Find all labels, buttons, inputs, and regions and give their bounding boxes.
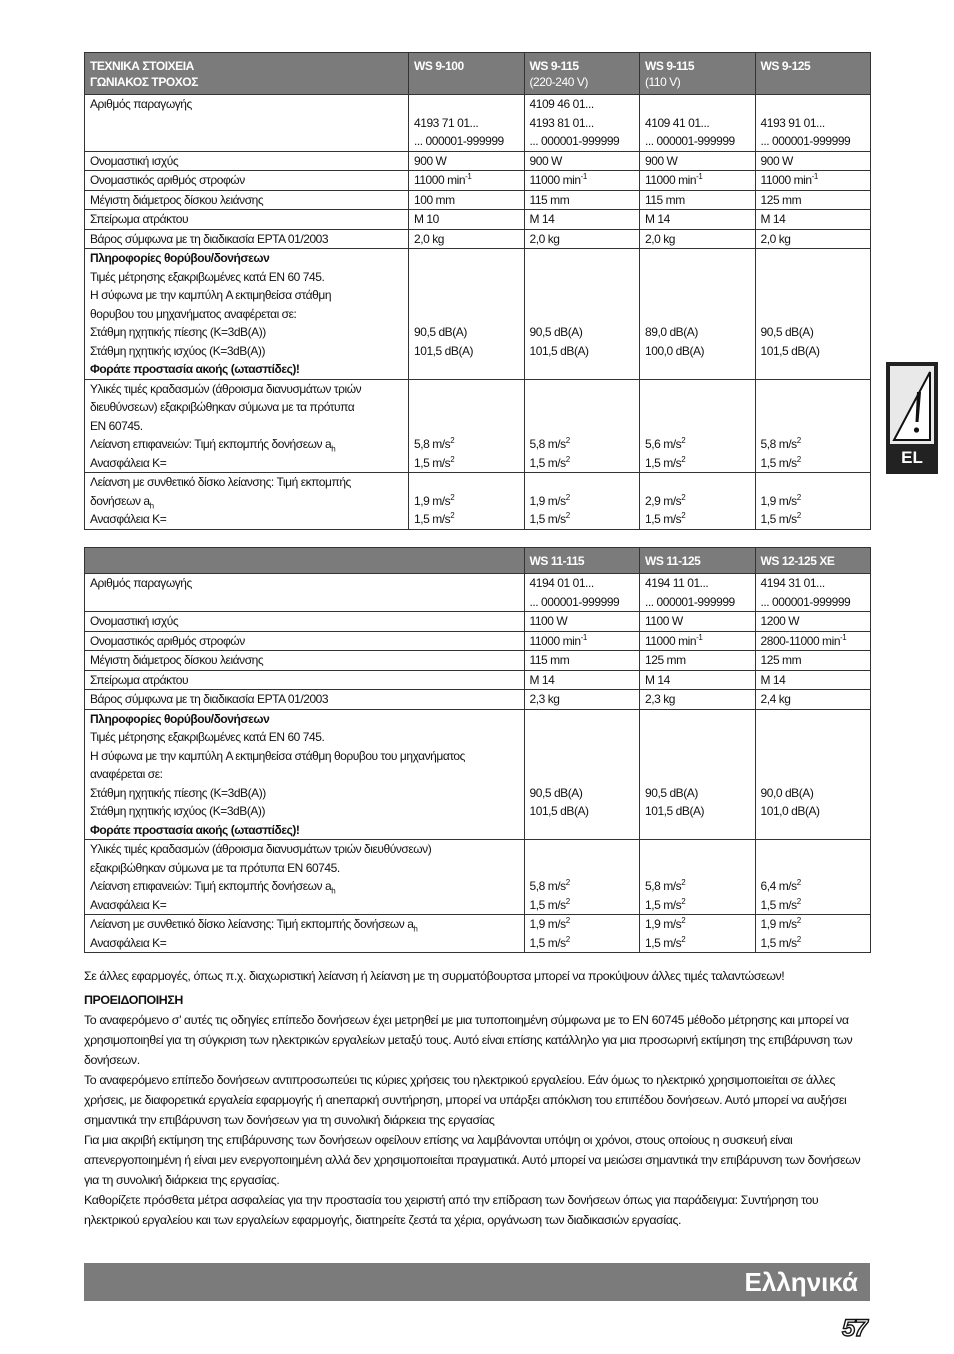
hearing-protection-warning: Φοράτε προστασία ακοής (ωτασπίδες)! [90, 822, 300, 837]
language-side-tab [886, 362, 938, 474]
unit-exponent: 2 [681, 916, 686, 925]
vibration-value: 1,9 m/s [529, 493, 566, 508]
speed-value: 11000 min [645, 633, 697, 648]
row-label: Ονομαστικός αριθμός στροφών [85, 171, 409, 191]
uncertainty-value: 1,5 m/s [529, 455, 566, 470]
vibration-value-cell [409, 473, 525, 530]
value-cell: 2,0 kg [524, 229, 640, 249]
table-row [85, 651, 871, 671]
model-header: WS 11-125 [640, 548, 756, 574]
noise-label-cell [85, 249, 409, 380]
model-name: WS 9-115 [645, 59, 695, 73]
vibration-disc-label-2 [90, 492, 403, 511]
vibration-label-text: δονήσεων a [90, 493, 150, 508]
subscript-h: h [413, 924, 418, 934]
speed-value: 11000 min [760, 173, 812, 187]
table-row [85, 210, 871, 230]
vibration-note [84, 966, 872, 986]
unit-exponent: -1 [811, 172, 818, 181]
table-title-line1: ΤΕΧΝΙΚΑ ΣΤΟΙΧΕΙΑ [90, 59, 194, 73]
value-cell: 1100 W [524, 612, 640, 632]
uncertainty-value: 1,5 m/s [645, 897, 682, 912]
table-row [85, 95, 871, 152]
subscript-h: h [149, 500, 154, 510]
unit-exponent: 2 [565, 436, 570, 445]
value-cell [640, 171, 756, 191]
unit-exponent: 2 [681, 492, 686, 502]
value-cell: 2,3 kg [640, 690, 756, 710]
footer-language-bar [84, 1263, 870, 1301]
vibration-disc-label-cell [85, 473, 409, 530]
unit-exponent: -1 [580, 172, 587, 181]
unit-exponent: 2 [450, 454, 455, 464]
production-number-cell: 4193 71 01... ... 000001-999999 [409, 95, 525, 152]
noise-value-cell: 89,0 dB(A) 100,0 dB(A) [640, 249, 756, 380]
vibration-value: 1,9 m/s [414, 493, 451, 508]
value-cell: M 14 [640, 210, 756, 230]
value-cell [755, 631, 871, 651]
vibration-value: 5,6 m/s [645, 437, 682, 451]
vibration-value: 2,9 m/s [645, 493, 682, 508]
value-cell: 125 mm [755, 651, 871, 671]
vibration-value-cell [640, 473, 756, 530]
unit-exponent: 2 [681, 454, 686, 464]
vibration-value-cell [524, 379, 640, 473]
uncertainty-value: 1,5 m/s [645, 512, 682, 526]
unit-exponent: 2 [681, 436, 686, 445]
uncertainty-label: Ανασφάλεια K= [90, 455, 167, 470]
vibration-label-text: Λείανση επιφανειών: Τιμή εκπομπής δονήσεων a [90, 879, 332, 893]
uncertainty-label: Ανασφάλεια K= [90, 512, 167, 526]
row-label: Σπείρωμα ατράκτου [85, 210, 409, 230]
spec-table-2-header [85, 548, 871, 574]
vibration-value: 5,8 m/s [414, 437, 451, 451]
uncertainty-value: 1,5 m/s [645, 455, 682, 470]
footer-language-label: Ελληνικά [744, 1267, 858, 1297]
vibration-surface-label [90, 435, 403, 454]
unit-exponent: 2 [450, 511, 455, 520]
vibration-description: Υλικές τιμές κραδασμών (άθροισμα διανυσμάτων τριών διευθύνσεων) εξακριβώθηκαν σύμωνα με τα πρότυπα EN 60745. [90, 842, 432, 875]
warning-exclamation-icon [890, 366, 934, 444]
model-name: WS 9-115 [529, 59, 579, 73]
production-number-cell: 4109 41 01... ... 000001-999999 [640, 95, 756, 152]
value-cell: M 14 [755, 670, 871, 690]
vibration-value: 1,9 m/s [645, 917, 682, 931]
value-cell: 125 mm [640, 651, 756, 671]
table-row [85, 915, 871, 953]
vibration-value: 6,4 m/s [760, 879, 797, 893]
unit-exponent: -1 [696, 172, 703, 181]
row-label: Αριθμός παραγωγής [85, 95, 409, 152]
table-row [85, 379, 871, 473]
warning-paragraph: Για μια ακριβή εκτίμηση της επιβάρυνσης των δονήσεων οφείλουν επίσης να λαμβάνονται υπόψη οι χρόνοι, στους οποίους η συσκευή είναι απενεργοποιημένη ή είναι μεν ενεργοποιημένη αλλά δεν χρησιμοποιείται πραγματικά. Αυτό μπορεί να μειώσει σημαντικά την επιβάρυνση των δονήσεων για τη συνολική διάρκεια της εργασίας. [84, 1133, 861, 1187]
value-cell [409, 171, 525, 191]
production-number-cell: 4194 31 01... ... 000001-999999 [755, 574, 871, 612]
table-row [85, 690, 871, 710]
model-voltage: (110 V) [645, 75, 681, 89]
value-cell: 900 W [409, 151, 525, 171]
row-label: Ονομαστική ισχύς [85, 151, 409, 171]
value-cell: 2,3 kg [524, 690, 640, 710]
noise-value-cell: 90,5 dB(A) 101,5 dB(A) [524, 249, 640, 380]
uncertainty-label: Ανασφάλεια K= [90, 897, 167, 912]
language-code: EL [901, 448, 923, 467]
unit-exponent: 2 [450, 492, 455, 502]
noise-title: Πληροφορίες θορύβου/δονήσεων [90, 251, 270, 265]
unit-exponent: 2 [565, 492, 570, 502]
spec-table-1 [84, 52, 871, 530]
unit-exponent: 2 [681, 934, 686, 944]
row-label: Σπείρωμα ατράκτου [85, 670, 525, 690]
uncertainty-value: 1,5 m/s [760, 455, 797, 470]
unit-exponent: 2 [796, 916, 801, 925]
table-title [85, 53, 409, 95]
subscript-h: h [331, 444, 336, 454]
table-row [85, 631, 871, 651]
value-cell: 1200 W [755, 612, 871, 632]
unit-exponent: 2 [450, 436, 455, 445]
uncertainty-value: 1,5 m/s [760, 897, 797, 912]
vibration-value-cell [755, 473, 871, 530]
value-cell: 2,0 kg [755, 229, 871, 249]
vibration-value-cell [755, 840, 871, 915]
vibration-disc-label [90, 915, 519, 934]
subscript-h: h [331, 886, 336, 896]
table-title-empty [85, 548, 525, 574]
value-cell [755, 171, 871, 191]
speed-value: 11000 min [529, 633, 581, 648]
production-number-cell: 4109 46 01... 4193 81 01... ... 000001-999999 [524, 95, 640, 152]
unit-exponent: -1 [580, 632, 587, 642]
uncertainty-value: 1,5 m/s [529, 897, 566, 912]
vibration-value-cell [640, 915, 756, 953]
model-header: WS 12-125 XE [755, 548, 871, 574]
warning-paragraph: Καθορίζετε πρόσθετα μέτρα ασφαλείας για την προστασία του χειριστή από την επίδραση των δονήσεων όπως για παράδειγμα: Συντήρηση του ηλεκτρικού εργαλείου και των εργαλείων εφαρμογής, διατηρείτε ζεστά τα χέρια, οργάνωση των διαδικασιών εργασίας. [84, 1193, 819, 1227]
unit-exponent: 2 [796, 934, 801, 944]
speed-value: 2800-11000 min [760, 633, 841, 648]
uncertainty-value: 1,5 m/s [760, 512, 797, 526]
vibration-value: 1,9 m/s [760, 493, 797, 508]
value-cell: M 10 [409, 210, 525, 230]
value-cell: 100 mm [409, 190, 525, 210]
spec-table-1-header [85, 53, 871, 95]
row-label: Βάρος σύμφωνα με τη διαδικασία EPTA 01/2003 [85, 690, 525, 710]
table-row [85, 473, 871, 530]
noise-description: Τιμές μέτρησης εξακριβωμένες κατά EN 60 745. Η σύφωνα με την καμπύλη A εκτιμηθείσα στάθμη θορυβου του μηχανήματος αναφέρεται σε: Στάθμη ηχητικής πίεσης (K=3dB(A)) Στάθμη ηχητικής ισχύος (K=3dB(A)) [90, 269, 332, 358]
model-voltage: (220-240 V) [529, 75, 588, 89]
vibration-disc-label: Λείανση με συνθετικό δίσκο λείανσης: Τιμή εκπομπής [90, 475, 351, 489]
value-cell [640, 631, 756, 651]
value-cell: 900 W [524, 151, 640, 171]
unit-exponent: 2 [565, 511, 570, 520]
hearing-protection-warning: Φοράτε προστασία ακοής (ωτασπίδες)! [90, 362, 300, 376]
speed-value: 11000 min [645, 173, 697, 187]
table-row [85, 574, 871, 612]
table-row [85, 840, 871, 915]
vibration-value: 5,8 m/s [645, 879, 682, 893]
value-cell [524, 171, 640, 191]
vibration-note-text: Σε άλλες εφαρμογές, όπως π.χ. διαχωριστική λείανση ή λείανση με τη συρματόβουρτσα μπορεί να προκύψουν άλλες τιμές ταλαντώσεων! [84, 969, 785, 983]
table-row [85, 670, 871, 690]
value-cell: 1100 W [640, 612, 756, 632]
unit-exponent: 2 [681, 896, 686, 906]
page-number: 57 [842, 1315, 867, 1342]
unit-exponent: 2 [796, 878, 801, 887]
row-label: Μέγιστη διάμετρος δίσκου λειάνσης [85, 651, 525, 671]
uncertainty-value: 1,5 m/s [414, 455, 451, 470]
value-cell: 115 mm [524, 190, 640, 210]
unit-exponent: 2 [796, 896, 801, 906]
table-row [85, 229, 871, 249]
unit-exponent: 2 [681, 878, 686, 887]
warning-paragraph: Το αναφερόμενο επίπεδο δονήσεων αντιπροσωπεύει τις κύριες χρήσεις του ηλεκτρικού εργαλείου. Εάν όμως το ηλεκτρικό χρησιμοποιείται σε άλλες χρήσεις, με διαφορετικά εργαλεία εφαρμογής ή αneπαρκή συντήρηση, μπορεί να υπάρξει απόκλιση του επιπέδου δονήσεων. Αυτό μπορεί να αυξήσει σημαντικά την επιβάρυνση των δονήσεων για τη συνολική διάρκεια της εργασίας [84, 1073, 847, 1127]
value-cell: 2,0 kg [640, 229, 756, 249]
model-name: WS 9-125 [760, 59, 811, 73]
table-row [85, 151, 871, 171]
value-cell: 2,0 kg [409, 229, 525, 249]
unit-exponent: 2 [565, 454, 570, 464]
noise-value-cell: 90,0 dB(A) 101,0 dB(A) [755, 709, 871, 840]
row-label: Ονομαστική ισχύς [85, 612, 525, 632]
row-label: Ονομαστικός αριθμός στροφών [85, 631, 525, 651]
table-row [85, 249, 871, 380]
vibration-value-cell [640, 840, 756, 915]
table-row [85, 171, 871, 191]
value-cell: 115 mm [640, 190, 756, 210]
vibration-value: 1,9 m/s [529, 917, 566, 931]
uncertainty-value: 1,5 m/s [529, 935, 566, 950]
uncertainty-value: 1,5 m/s [414, 512, 451, 526]
unit-exponent: -1 [696, 632, 703, 642]
row-label: Αριθμός παραγωγής [85, 574, 525, 612]
vibration-surface-label [90, 877, 519, 896]
vibration-surface-label-cell [85, 840, 525, 915]
production-number-cell: 4194 11 01... ... 000001-999999 [640, 574, 756, 612]
noise-value-cell: 90,5 dB(A) 101,5 dB(A) [524, 709, 640, 840]
value-cell: M 14 [755, 210, 871, 230]
unit-exponent: 2 [796, 454, 801, 464]
vibration-value-cell [409, 379, 525, 473]
vibration-value-cell [524, 473, 640, 530]
unit-exponent: 2 [565, 916, 570, 925]
unit-exponent: 2 [796, 436, 801, 445]
table-row [85, 190, 871, 210]
production-number-cell: 4194 01 01... ... 000001-999999 [524, 574, 640, 612]
model-header [640, 53, 756, 95]
warning-section [84, 990, 872, 1230]
vibration-value-cell [755, 915, 871, 953]
uncertainty-value: 1,5 m/s [760, 935, 797, 950]
speed-value: 11000 min [529, 173, 581, 187]
unit-exponent: 2 [565, 934, 570, 944]
vibration-value: 5,8 m/s [529, 879, 566, 893]
spec-table-2 [84, 547, 871, 953]
vibration-surface-label-cell [85, 379, 409, 473]
value-cell: 900 W [755, 151, 871, 171]
warning-paragraph: Το αναφερόμενο σ’ αυτές τις οδηγίες επίπεδο δονήσεων έχει μετρηθεί με μια τυποποιημένη σύμφωνα με το EN 60745 μέθοδο μέτρησης και μπορεί να χρησιμοποιηθεί για τη σύγκριση των ηλεκτρικών εργαλείων μεταξύ τους. Αυτό είναι επίσης κατάλληλο για μια προσωρινή εκτίμηση της επιβάρυνση των δονήσεων. [84, 1013, 853, 1067]
noise-title: Πληροφορίες θορύβου/δονήσεων [90, 711, 270, 726]
row-label: Μέγιστη διάμετρος δίσκου λειάνσης [85, 190, 409, 210]
uncertainty-value: 1,5 m/s [645, 935, 682, 950]
noise-value-cell: 90,5 dB(A) 101,5 dB(A) [755, 249, 871, 380]
vibration-label-text: Λείανση επιφανειών: Τιμή εκπομπής δονήσεων a [90, 437, 332, 451]
model-header: WS 11-115 [524, 548, 640, 574]
speed-value: 11000 min [414, 173, 466, 187]
vibration-label-text: Λείανση με συνθετικό δίσκο λείανσης: Τιμή εκπομπής δονήσεων a [90, 917, 414, 931]
noise-value-cell: 90,5 dB(A) 101,5 dB(A) [409, 249, 525, 380]
table-row [85, 709, 871, 840]
vibration-value-cell [524, 915, 640, 953]
warning-triangle-icon [890, 366, 934, 444]
value-cell: 900 W [640, 151, 756, 171]
vibration-description: Υλικές τιμές κραδασμών (άθροισμα διανυσμάτων τριών διευθύνσεων) εξακριβώθηκαν σύμωνα με τα πρότυπα EN 60745. [90, 381, 362, 433]
unit-exponent: -1 [465, 172, 472, 181]
vibration-disc-label-cell [85, 915, 525, 953]
unit-exponent: 2 [565, 878, 570, 887]
noise-label-cell [85, 709, 525, 840]
uncertainty-label: Ανασφάλεια K= [90, 935, 167, 950]
unit-exponent: 2 [681, 511, 686, 520]
model-name: WS 9-100 [414, 59, 464, 73]
vibration-value: 1,9 m/s [760, 917, 797, 931]
table-title-line2: ΓΩΝΙΑΚΟΣ ΤΡΟΧΟΣ [90, 75, 198, 89]
model-header [524, 53, 640, 95]
unit-exponent: 2 [796, 511, 801, 520]
uncertainty-value: 1,5 m/s [529, 512, 566, 526]
value-cell: 2,4 kg [755, 690, 871, 710]
production-number-cell: 4193 91 01... ... 000001-999999 [755, 95, 871, 152]
value-cell: 115 mm [524, 651, 640, 671]
value-cell: M 14 [640, 670, 756, 690]
value-cell: M 14 [524, 670, 640, 690]
unit-exponent: 2 [796, 492, 801, 502]
row-label: Βάρος σύμφωνα με τη διαδικασία EPTA 01/2003 [85, 229, 409, 249]
vibration-value-cell [640, 379, 756, 473]
table-row [85, 612, 871, 632]
vibration-value-cell [524, 840, 640, 915]
vibration-value: 5,8 m/s [760, 437, 797, 451]
unit-exponent: -1 [840, 632, 847, 642]
model-header [755, 53, 871, 95]
unit-exponent: 2 [565, 896, 570, 906]
value-cell [524, 631, 640, 651]
noise-description: Τιμές μέτρησης εξακριβωμένες κατά EN 60 745. Η σύφωνα με την καμπύλη A εκτιμηθείσα στάθμη θορυβου του μηχανήματος αναφέρεται σε: Στάθμη ηχητικής πίεσης (K=3dB(A)) Στάθμη ηχητικής ισχύος (K=3dB(A)) [90, 730, 465, 818]
vibration-value: 5,8 m/s [529, 437, 566, 451]
value-cell: M 14 [524, 210, 640, 230]
vibration-value-cell [755, 379, 871, 473]
model-header [409, 53, 525, 95]
noise-value-cell: 90,5 dB(A) 101,5 dB(A) [640, 709, 756, 840]
value-cell: 125 mm [755, 190, 871, 210]
warning-title: ΠΡΟΕΙΔΟΠΟΙΗΣΗ [84, 993, 183, 1007]
